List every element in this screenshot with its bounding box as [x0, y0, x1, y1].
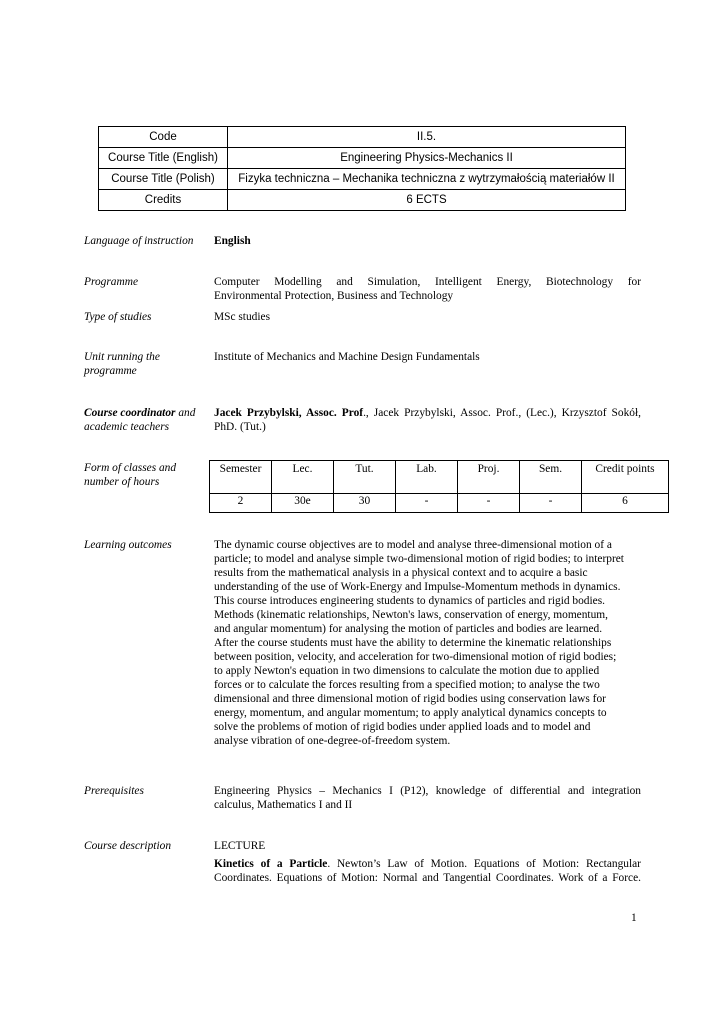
course-description-label: Course description — [84, 840, 172, 852]
programme-line: Environmental Protection, Business and Technology — [214, 290, 454, 302]
learning-outcomes-line: Methods (kinematic relationships, Newton's laws, conservation of energy, momentum, — [214, 609, 608, 621]
header-row-credits — [99, 190, 626, 211]
hours-value-cell: 30 — [334, 494, 396, 513]
learning-outcomes-line: This course introduces engineering students to dynamics of particles and rigid bodies. — [214, 595, 605, 607]
header-row-title-english — [99, 148, 626, 169]
hours-header-cell: Proj. — [458, 461, 520, 494]
header-key: Credits — [99, 190, 228, 211]
coordinator-line — [214, 406, 641, 420]
unit-label-line: Unit running the — [84, 351, 160, 363]
coordinator-value — [214, 406, 641, 434]
coordinator-label — [84, 406, 209, 434]
prerequisites-line: calculus, Mathematics I and II — [214, 799, 353, 811]
hours-header-cell: Credit points — [582, 461, 669, 494]
learning-outcomes-line: results from the mathematical analysis in a physical context and to acquire a basic — [214, 567, 588, 579]
coordinator-label-rest: and — [175, 407, 196, 419]
programme-value — [214, 275, 641, 303]
unit-value: Institute of Mechanics and Machine Design Fundamentals — [214, 351, 480, 363]
hours-header-cell: Semester — [210, 461, 272, 494]
unit-label — [84, 350, 209, 378]
header-value: 6 ECTS — [228, 190, 626, 211]
coordinator-label-line2: academic teachers — [84, 421, 170, 433]
learning-outcomes-line: between position, velocity, and acceleration for two-dimensional motion of rigid bodies; — [214, 651, 617, 663]
language-value — [214, 234, 641, 248]
header-value: Fizyka techniczna – Mechanika techniczna z wytrzymałością materiałów II — [228, 169, 626, 190]
prerequisites-line: Engineering Physics – Mechanics I (P12), knowledge of differential and integration — [214, 785, 641, 797]
header-row-code — [99, 127, 626, 148]
coordinator-name: Jacek Przybylski, Assoc. Prof — [214, 407, 364, 419]
header-value: II.5. — [228, 127, 626, 148]
prerequisites-value — [214, 784, 641, 812]
programme-label: Programme — [84, 276, 138, 288]
programme-line: Computer Modelling and Simulation, Intelligent Energy, Biotechnology for — [214, 276, 641, 288]
course-header-table — [98, 126, 626, 211]
language-text: English — [214, 235, 251, 247]
hours-header-cell: Lec. — [272, 461, 334, 494]
hours-label-line: number of hours — [84, 476, 160, 488]
learning-outcomes-line: dimensional and three dimensional motion of rigid bodies using conservation laws for — [214, 693, 606, 705]
learning-outcomes-line: to apply Newton's equation in two dimensions to calculate the motion due to applied — [214, 665, 600, 677]
hours-value-row — [210, 494, 669, 513]
hours-label-line: Form of classes and — [84, 462, 177, 474]
header-value: Engineering Physics-Mechanics II — [228, 148, 626, 169]
page-number: 1 — [631, 912, 637, 924]
prerequisites-label: Prerequisites — [84, 785, 144, 797]
header-key: Code — [99, 127, 228, 148]
unit-label-line: programme — [84, 365, 137, 377]
hours-header-cell: Lab. — [396, 461, 458, 494]
course-description-line — [214, 857, 641, 871]
course-description-bold: Kinetics of a Particle — [214, 858, 328, 870]
learning-outcomes-text — [214, 538, 641, 748]
hours-label — [84, 461, 209, 489]
learning-outcomes-line: analyse vibration of one-degree-of-freedom system. — [214, 735, 451, 747]
hours-value-cell: 30e — [272, 494, 334, 513]
hours-value-cell: - — [458, 494, 520, 513]
course-description-line2: Coordinates. Equations of Motion: Normal and Tangential Coordinates. Work of a Force. — [214, 872, 641, 884]
language-label: Language of instruction — [84, 235, 194, 247]
coordinator-line2: PhD. (Tut.) — [214, 421, 266, 433]
type-of-studies-label: Type of studies — [84, 311, 152, 323]
learning-outcomes-line: particle; to model and analyse simple two-dimensional motion of rigid bodies; to interpret — [214, 553, 624, 565]
hours-header-row — [210, 461, 669, 494]
coordinator-rest: ., Jacek Przybylski, Assoc. Prof., (Lec.), Krzysztof Sokół, — [363, 407, 641, 419]
learning-outcomes-line: understanding of the use of Work-Energy and Impulse-Momentum methods in dynamics. — [214, 581, 621, 593]
learning-outcomes-line: The dynamic course objectives are to model and analyse three-dimensional motion of a — [214, 539, 612, 551]
learning-outcomes-line: energy, momentum, and angular momentum; to apply analytical dynamics concepts to — [214, 707, 607, 719]
header-key: Course Title (Polish) — [99, 169, 228, 190]
type-of-studies-value: MSc studies — [214, 311, 271, 323]
learning-outcomes-line: and angular momentum) for analysing the motion of particles and bodies are learned. — [214, 623, 603, 635]
course-description-heading: LECTURE — [214, 840, 266, 852]
hours-value-cell: - — [520, 494, 582, 513]
learning-outcomes-line: forces or to calculate the forces resulting from a specified motion; to analyse the two — [214, 679, 600, 691]
hours-header-cell: Tut. — [334, 461, 396, 494]
course-description-text — [214, 839, 641, 885]
course-description-rest: . Newton’s Law of Motion. Equations of Motion: Rectangular — [327, 858, 641, 870]
coordinator-label-line — [84, 406, 209, 420]
learning-outcomes-label: Learning outcomes — [84, 539, 172, 551]
header-key: Course Title (English) — [99, 148, 228, 169]
learning-outcomes-line: After the course students must have the ability to determine the kinematic relationships — [214, 637, 612, 649]
hours-value-cell: 2 — [210, 494, 272, 513]
learning-outcomes-line: solve the problems of motion of rigid bodies under applied loads and to model and — [214, 721, 591, 733]
hours-table — [209, 460, 669, 513]
hours-value-cell: - — [396, 494, 458, 513]
hours-header-cell: Sem. — [520, 461, 582, 494]
header-row-title-polish — [99, 169, 626, 190]
hours-value-cell: 6 — [582, 494, 669, 513]
coordinator-label-bold: Course coordinator — [84, 407, 176, 419]
